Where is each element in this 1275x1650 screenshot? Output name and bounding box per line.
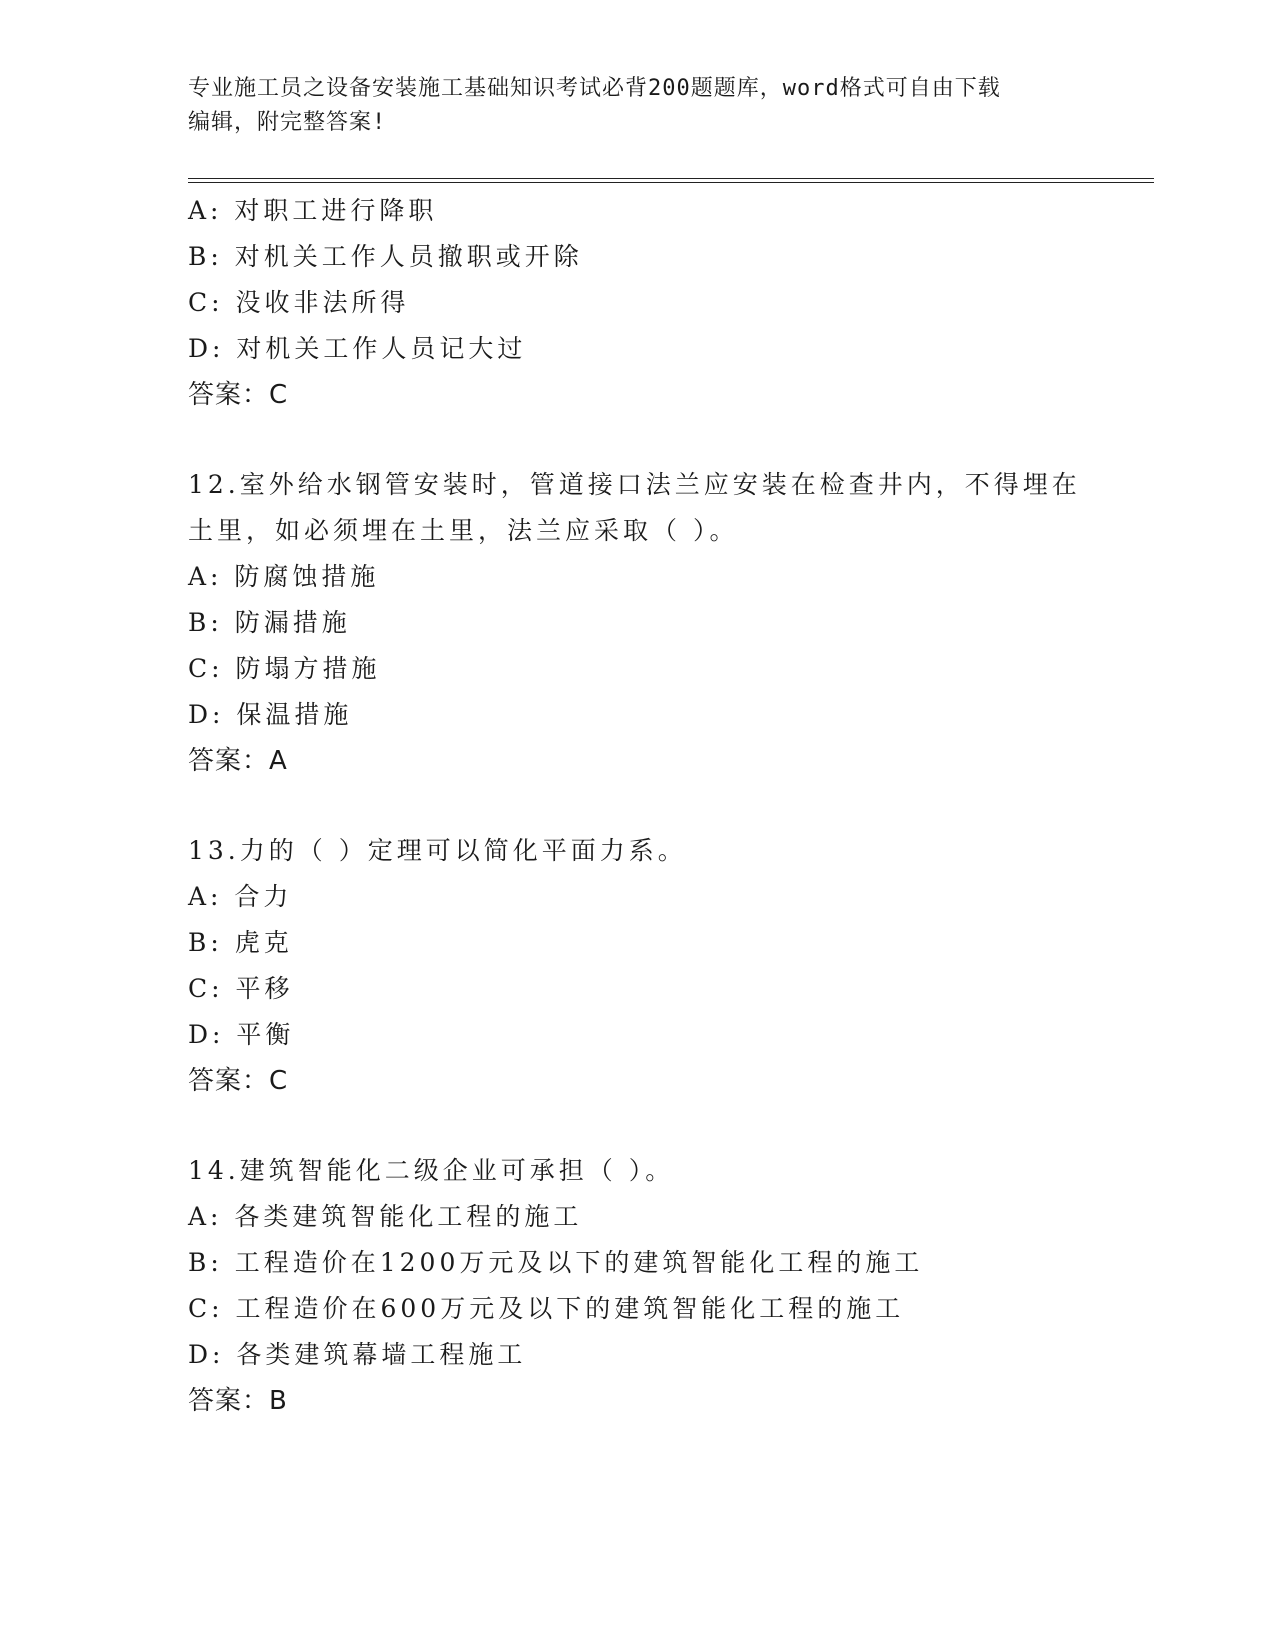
question-list xyxy=(188,188,1088,1424)
question-13 xyxy=(188,828,1088,1104)
document-header xyxy=(188,72,1088,140)
answer: 答案：B xyxy=(188,1386,288,1416)
option-c: C: 平移 xyxy=(188,974,294,1003)
option-a: A: 合力 xyxy=(188,882,293,911)
question-text-line-1: 12.室外给水钢管安装时，管道接口法兰应安装在检查井内，不得埋在 xyxy=(188,470,1081,499)
option-d: D: 平衡 xyxy=(188,1020,295,1049)
question-text-line-2: 土里，如必须埋在土里，法兰应采取（ ）。 xyxy=(188,516,739,545)
option-b: B: 虎克 xyxy=(188,928,293,957)
header-title-line-1: 专业施工员之设备安装施工基础知识考试必背200题题库，word格式可自由下载 xyxy=(188,76,1001,101)
option-b: B: 防漏措施 xyxy=(188,608,351,637)
option-d: D: 对机关工作人员记大过 xyxy=(188,334,527,363)
option-b: B: 工程造价在1200万元及以下的建筑智能化工程的施工 xyxy=(188,1248,924,1277)
answer: 答案：C xyxy=(188,380,289,410)
option-a: A: 各类建筑智能化工程的施工 xyxy=(188,1202,583,1231)
answer: 答案：A xyxy=(188,746,288,776)
option-c: C: 防塌方措施 xyxy=(188,654,381,683)
option-d: D: 保温措施 xyxy=(188,700,353,729)
option-a: A: 防腐蚀措施 xyxy=(188,562,380,591)
option-b: B: 对机关工作人员撤职或开除 xyxy=(188,242,583,271)
option-c: C: 工程造价在600万元及以下的建筑智能化工程的施工 xyxy=(188,1294,905,1323)
question-14 xyxy=(188,1148,1088,1424)
question-text-line-1: 13.力的（ ）定理可以简化平面力系。 xyxy=(188,836,687,865)
question-11-partial xyxy=(188,188,1088,418)
answer: 答案：C xyxy=(188,1066,289,1096)
question-text-line-1: 14.建筑智能化二级企业可承担（ ）。 xyxy=(188,1156,675,1185)
header-title-line-2: 编辑，附完整答案! xyxy=(188,110,387,135)
option-a: A: 对职工进行降职 xyxy=(188,196,438,225)
question-12 xyxy=(188,462,1088,784)
option-d: D: 各类建筑幕墙工程施工 xyxy=(188,1340,527,1369)
option-c: C: 没收非法所得 xyxy=(188,288,410,317)
header-divider xyxy=(188,178,1154,183)
